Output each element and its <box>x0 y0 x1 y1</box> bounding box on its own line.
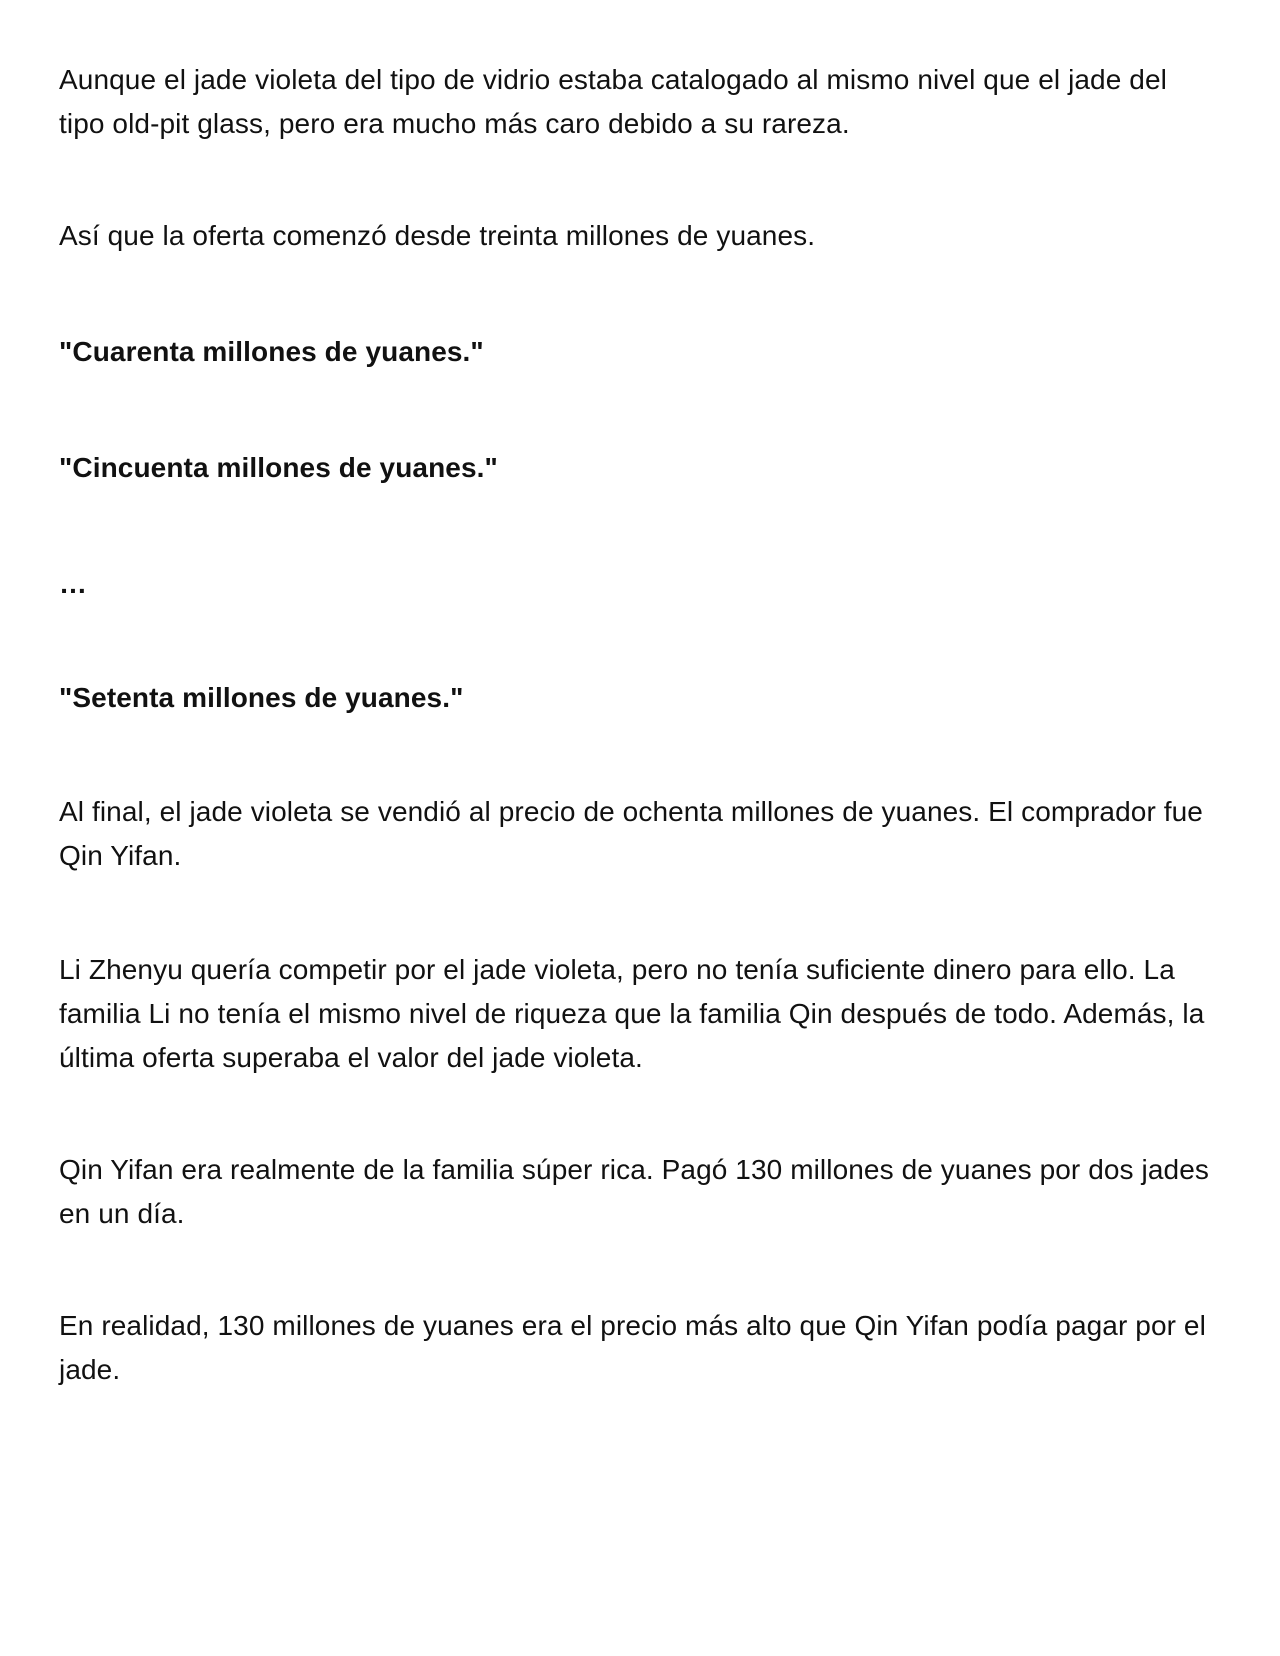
paragraph-3: "Cuarenta millones de yuanes." <box>59 336 484 367</box>
paragraph-9: Qin Yifan era realmente de la familia súper rica. Pagó 130 millones de yuanes por dos jades en un día. <box>59 1154 1209 1229</box>
paragraph-2: Así que la oferta comenzó desde treinta millones de yuanes. <box>59 220 816 251</box>
paragraph-8: Li Zhenyu quería competir por el jade violeta, pero no tenía suficiente dinero para ello. La familia Li no tenía el mismo nivel de riqueza que la familia Qin después de todo. Además, la última oferta superaba el valor del jade violeta. <box>59 954 1205 1073</box>
paragraph-4: "Cincuenta millones de yuanes." <box>59 452 498 483</box>
paragraph-10: En realidad, 130 millones de yuanes era el precio más alto que Qin Yifan podía pagar por el jade. <box>59 1310 1206 1385</box>
paragraph-6: "Setenta millones de yuanes." <box>59 682 464 713</box>
paragraph-7: Al final, el jade violeta se vendió al precio de ochenta millones de yuanes. El comprador fue Qin Yifan. <box>59 796 1203 871</box>
paragraph-1: Aunque el jade violeta del tipo de vidrio estaba catalogado al mismo nivel que el jade del tipo old-pit glass, pero era mucho más caro debido a su rareza. <box>59 64 1167 139</box>
paragraph-5: … <box>59 568 88 599</box>
